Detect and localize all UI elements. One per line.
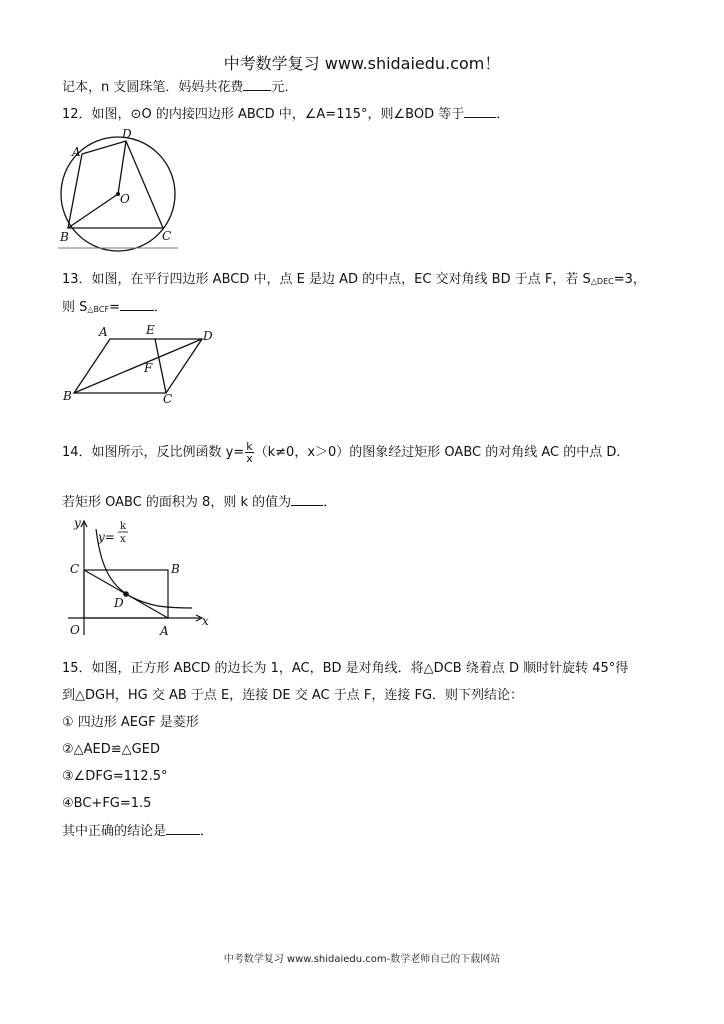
q12-label-O: O: [120, 192, 130, 206]
q13-line2-prefix: 则 S: [62, 300, 88, 315]
q13-blank: [120, 298, 154, 311]
q14-figure: [58, 515, 218, 643]
q15-item-1: ① 四边形 AEGF 是菱形: [62, 715, 199, 730]
q15-item-2: ②△AED≌△GED: [62, 742, 160, 757]
q15-item-3: ③∠DFG=112.5°: [62, 769, 168, 784]
q14-frac-den: x: [246, 452, 253, 465]
q13-line1: 13．如图，在平行四边形 ABCD 中，点 E 是边 AD 的中点，EC 交对角线 BD 于点 F，若 S: [62, 272, 591, 287]
q13-label-D: D: [203, 329, 213, 343]
q11-tail: [62, 78, 297, 97]
q15-conclusion-text: 其中正确的结论是: [62, 824, 167, 839]
q14-fraction: [245, 441, 253, 464]
q13-label-E: E: [146, 323, 155, 337]
q14-suffix: ．: [323, 495, 337, 510]
q14-func-den: x: [120, 534, 126, 545]
q13-line1-tail: =3，: [613, 272, 646, 287]
q14-frac-num: k: [246, 440, 253, 453]
q15-suffix: ．: [200, 824, 214, 839]
q13-line1-sub: △DEC: [590, 277, 614, 286]
q12-question: [62, 105, 509, 124]
q13-segment-EC: [155, 339, 166, 393]
q15-item-4: ④BC+FG=1.5: [62, 796, 152, 811]
q14-line1-tail: （k≠0，x＞0）的图象经过矩形 OABC 的对角线 AC 的中点 D．: [254, 445, 630, 460]
q15-conclusion: [62, 822, 213, 841]
q14-blank: [291, 493, 323, 506]
q14-label-A: A: [160, 624, 169, 638]
q14-label-D: D: [114, 596, 124, 610]
q12-suffix: ．: [496, 107, 510, 122]
q13-label-B: B: [63, 389, 72, 403]
q11-suffix: 元．: [271, 80, 298, 95]
q14-label-C: C: [70, 562, 80, 576]
q12-quadrilateral: [68, 141, 163, 228]
q13-suffix: ．: [153, 300, 167, 315]
page-header: 中考数学复习 www.shidaiedu.com！: [223, 54, 501, 73]
q12-label-D: D: [122, 127, 132, 141]
q11-text: 记本，n 支圆珠笔．妈妈共花费: [62, 80, 244, 95]
q13-line2-sub: △BCF: [87, 305, 110, 314]
q14-line1-prefix: 14．如图所示，反比例函数 y=: [62, 445, 245, 460]
q14-label-O: O: [70, 623, 80, 637]
q14-label-B: B: [171, 562, 180, 576]
q12-circle-symbol: ⊙: [130, 107, 142, 122]
q14-line2: 若矩形 OABC 的面积为 8，则 k 的值为: [62, 495, 292, 510]
q12-prefix: 12．如图，: [62, 107, 131, 122]
q12-segment-OD: [118, 141, 126, 194]
q14-func-num: k: [120, 521, 127, 532]
q12-label-C: C: [162, 229, 172, 243]
q14-question-line1: [62, 441, 629, 464]
q12-segment-OB: [68, 194, 118, 228]
page-footer: 中考数学复习 www.shidaiedu.com-数学老师自己的下载网站: [223, 954, 501, 965]
q12-blank: [464, 105, 496, 118]
q13-figure: [58, 323, 218, 407]
q14-question-line2: [62, 493, 336, 512]
q12-text: O 的内接四边形 ABCD 中，∠A=115°，则∠BOD 等于: [141, 107, 465, 122]
q13-label-A: A: [99, 325, 108, 339]
q12-label-B: B: [60, 230, 69, 244]
q13-diagonal-BD: [74, 339, 202, 393]
q13-question-line1: [62, 271, 646, 291]
q11-blank: [243, 78, 271, 91]
q12-label-A: A: [72, 145, 81, 159]
q13-label-F: F: [144, 361, 153, 375]
q12-figure: [56, 126, 186, 254]
q15-line1: 15．如图，正方形 ABCD 的边长为 1，AC，BD 是对角线．将△DCB 绕着点 D 顺时针旋转 45°得: [62, 661, 629, 676]
q13-label-C: C: [163, 392, 173, 406]
q14-point-D: [123, 591, 129, 597]
q14-label-y: y: [74, 516, 81, 530]
q14-label-x: x: [202, 614, 209, 628]
q14-func-label: y=: [98, 530, 115, 544]
q15-blank: [166, 822, 200, 835]
q13-line2-tail: =: [109, 300, 120, 315]
q13-question-line2: [62, 298, 167, 319]
q15-line2: 到△DGH，HG 交 AB 于点 E，连接 DE 交 AC 于点 F，连接 FG．则下列结论：: [62, 688, 524, 703]
